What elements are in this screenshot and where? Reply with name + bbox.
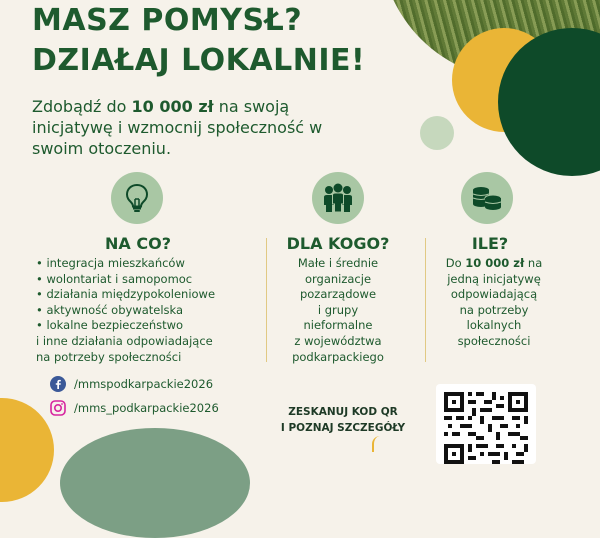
list-item: • aktywność obywatelska [36, 303, 215, 319]
list-item: • działania międzypokoleniowe [36, 287, 215, 303]
list-item: • integracja mieszkańców [36, 256, 215, 272]
na-co-list [36, 256, 215, 365]
text-line: i grupy [275, 303, 401, 319]
text-line: jedną inicjatywę [432, 272, 556, 288]
list-item: • lokalne bezpieczeństwo [36, 318, 215, 334]
heading-ile: ILE? [445, 234, 535, 253]
text-line: organizacje [275, 272, 401, 288]
instagram-link[interactable] [50, 400, 219, 416]
text-line: pozarządowe [275, 287, 401, 303]
column-divider [425, 238, 426, 362]
text-line: Małe i średnie [275, 256, 401, 272]
qr-pattern [444, 392, 528, 464]
text-line [432, 256, 556, 272]
ile-prefix: Do [446, 256, 466, 270]
heading-dla-kogo: DLA KOGO? [278, 234, 398, 253]
intro-amount: 10 000 zł [132, 97, 214, 116]
text-line: podkarpackiego [275, 350, 401, 366]
ile-amount: 10 000 zł [465, 256, 524, 270]
headline-line-2: DZIAŁAJ LOKALNIE! [32, 46, 365, 76]
yellow-circle-bottom-decoration [0, 398, 54, 502]
qr-caption-line-2: I POZNAJ SZCZEGÓŁY [268, 420, 418, 436]
intro-before: Zdobądź do [32, 97, 132, 116]
list-item: • wolontariat i samopomoc [36, 272, 215, 288]
facebook-icon [50, 376, 66, 392]
lightbulb-icon [111, 172, 163, 224]
instagram-handle: /mms_podkarpackie2026 [74, 401, 219, 415]
people-icon [312, 172, 364, 224]
coins-icon [461, 172, 513, 224]
sage-circle-decoration [420, 116, 454, 150]
list-item-continuation: i inne działania odpowiadające [36, 334, 215, 350]
ile-suffix: na [524, 256, 542, 270]
column-divider [266, 238, 267, 362]
ile-text [432, 256, 556, 350]
qr-code[interactable] [436, 384, 536, 464]
qr-caption-line-1: ZESKANUJ KOD QR [268, 404, 418, 420]
text-line: na potrzeby [432, 303, 556, 319]
text-line: społeczności [432, 334, 556, 350]
facebook-handle: /mmspodkarpackie2026 [74, 377, 213, 391]
facebook-link[interactable] [50, 376, 213, 392]
dla-kogo-text [275, 256, 401, 365]
text-line: z województwa [275, 334, 401, 350]
sage-circle-bottom-decoration [60, 428, 250, 538]
intro-text [32, 96, 332, 159]
text-line: odpowiadającą [432, 287, 556, 303]
instagram-icon [50, 400, 66, 416]
text-line: lokalnych [432, 318, 556, 334]
heading-na-co: NA CO? [93, 234, 183, 253]
list-item-continuation: na potrzeby społeczności [36, 350, 215, 366]
intro-after: na swoją inicjatywę i wzmocnij społeczność w swoim otoczeniu. [32, 97, 322, 158]
text-line: nieformalne [275, 318, 401, 334]
qr-caption [268, 404, 418, 436]
headline-line-1: MASZ POMYSŁ? [32, 6, 302, 36]
